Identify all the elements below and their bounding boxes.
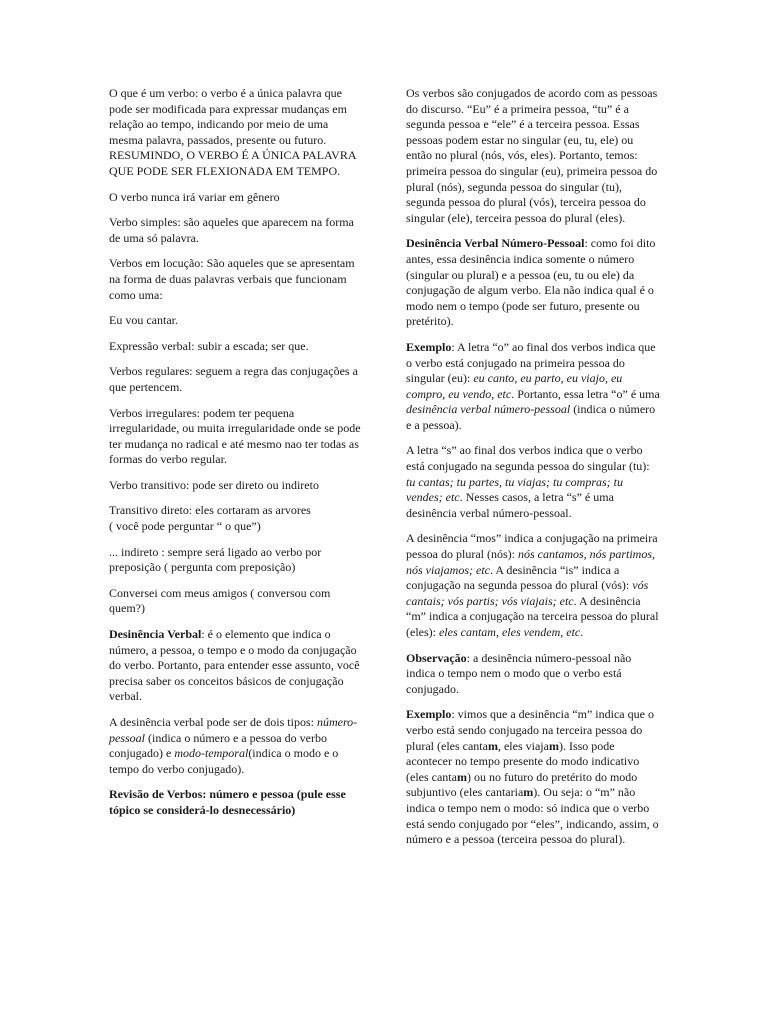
paragraph-example-s: A letra “s” ao final dos verbos indica que o verbo está conjugado na segunda pessoa do singular (tu): tu cantas; tu partes, tu viajas; tu compras; tu vendes; etc. Nesses casos, a letra “s” é uma desinência verbal número-pessoal. xyxy=(406,443,650,520)
section-heading-review: Revisão de Verbos: número e pessoa (pule esse tópico se considerá-lo desnecessário) xyxy=(109,787,346,817)
paragraph-persons: Os verbos são conjugados de acordo com as pessoas do discurso. “Eu” é a primeira pessoa, “tu” é a segunda pessoa e “ele” é a terceira pessoa. Essas pessoas podem estar no singular (eu, tu, ele) ou então no plural (nós, vós, eles). Portanto, temos: primeira pessoa do singular (eu), primeira pessoa do plural (nós), segunda pessoa do singular (tu), segunda pessoa do plural (vós), terceira pessoa do singular (ele), terceira pessoa do plural (eles). xyxy=(406,86,658,225)
left-column xyxy=(109,86,365,829)
paragraph-example-m: Exemplo: vimos que a desinência “m” indica que o verbo está sendo conjugado na terceira pessoa do plural (eles cantam, eles viajam). Isso pode acontecer no tempo presente do modo indicativo (eles cantam) ou no futuro do pretérito do modo subjuntivo (eles cantariam). Ou seja: o “m” não indica o tempo nem o modo: só indica que o verbo está sendo conjugado por “eles”, indicando, assim, o número e a pessoa (terceira pessoa do plural). xyxy=(406,707,659,847)
paragraph-simple-verbs: Verbo simples: são aqueles que aparecem na forma de uma só palavra. xyxy=(109,215,354,245)
paragraph-example-sing: Eu vou cantar. xyxy=(109,313,178,328)
paragraph-indirect: ... indireto : sempre será ligado ao verbo por preposição ( pergunta com preposição) xyxy=(109,544,322,575)
term-observation: Observação xyxy=(406,650,467,665)
right-column xyxy=(406,86,660,858)
term-desinence: Desinência Verbal xyxy=(109,627,202,642)
paragraph-desinence: Desinência Verbal: é o elemento que indica o número, a pessoa, o tempo e o modo da conjugação do verbo. Portanto, para entender esse assunto, você precisa saber os conceitos básicos de conjugação verbal. xyxy=(109,627,360,704)
term-example: Exemplo xyxy=(406,339,452,354)
term-example-2: Exemplo xyxy=(406,707,452,722)
paragraph-direct: Transitivo direto: eles cortaram as arvores ( você pode perguntar “ o que”) xyxy=(109,503,311,534)
paragraph-example-o: Exemplo: A letra “o” ao final dos verbos indica que o verbo está conjugado na primeira pessoa do singular (eu): eu canto, eu parto, eu viajo, eu compro, eu vendo, etc. Portanto, essa letra “o” é uma desinência verbal número-pessoal (indica o número e a pessoa). xyxy=(406,339,660,432)
paragraph-expression: Expressão verbal: subir a escada; ser que. xyxy=(109,338,309,353)
paragraph-locution: Verbos em locução: São aqueles que se apresentam na forma de duas palavras verbais que funcionam como uma: xyxy=(109,256,355,302)
paragraph-regular: Verbos regulares: seguem a regra das conjugações a que pertencem. xyxy=(109,364,358,394)
paragraph-observation: Observação: a desinência número-pessoal não indica o tempo nem o modo que o verbo está conjugado. xyxy=(406,650,632,696)
term-number-person: Desinência Verbal Número-Pessoal xyxy=(406,236,585,251)
paragraph-irregular: Verbos irregulares: podem ter pequena irregularidade, ou muita irregularidade onde se pode ter mudança no radical e até mesmo nao ter todas as formas do verbo regular. xyxy=(109,405,361,467)
paragraph-transitive: Verbo transitivo: pode ser direto ou indireto xyxy=(109,477,319,492)
paragraph-example-mos: A desinência “mos” indica a conjugação na primeira pessoa do plural (nós): nós cantamos, nós partimos, nós viajamos; etc. A desinência “is” indica a conjugação na segunda pessoa do plural (vós): vós cantais; vós partis; vós viajais; etc. A desinência “m” indica a conjugação na terceira pessoa do plural (eles): eles cantam, eles vendem, etc. xyxy=(406,531,659,639)
paragraph-types: A desinência verbal pode ser de dois tipos: número-pessoal (indica o número e a pessoa do verbo conjugado) e modo-temporal(indica o modo e o tempo do verbo conjugado). xyxy=(109,715,358,776)
paragraph-number-person: Desinência Verbal Número-Pessoal: como foi dito antes, essa desinência indica somente o número (singular ou plural) e a pessoa (eu, tu ou ele) da conjugação de algum verbo. Ela não indica qual é o modo nem o tempo (pode ser futuro, presente ou pretérito). xyxy=(406,236,656,329)
paragraph-verb-definition: O que é um verbo: o verbo é a única palavra que pode ser modificada para expressar mudanças em relação ao tempo, indicando por meio de uma mesma palavra, passados, presente ou futuro. RESUMINDO, O VERBO É A ÚNICA PALAVRA QUE PODE SER FLEXIONADA EM TEMPO. xyxy=(109,86,356,178)
paragraph-conversei: Conversei com meus amigos ( conversou com quem?) xyxy=(109,585,331,616)
paragraph-gender: O verbo nunca irá variar em gênero xyxy=(109,189,280,204)
